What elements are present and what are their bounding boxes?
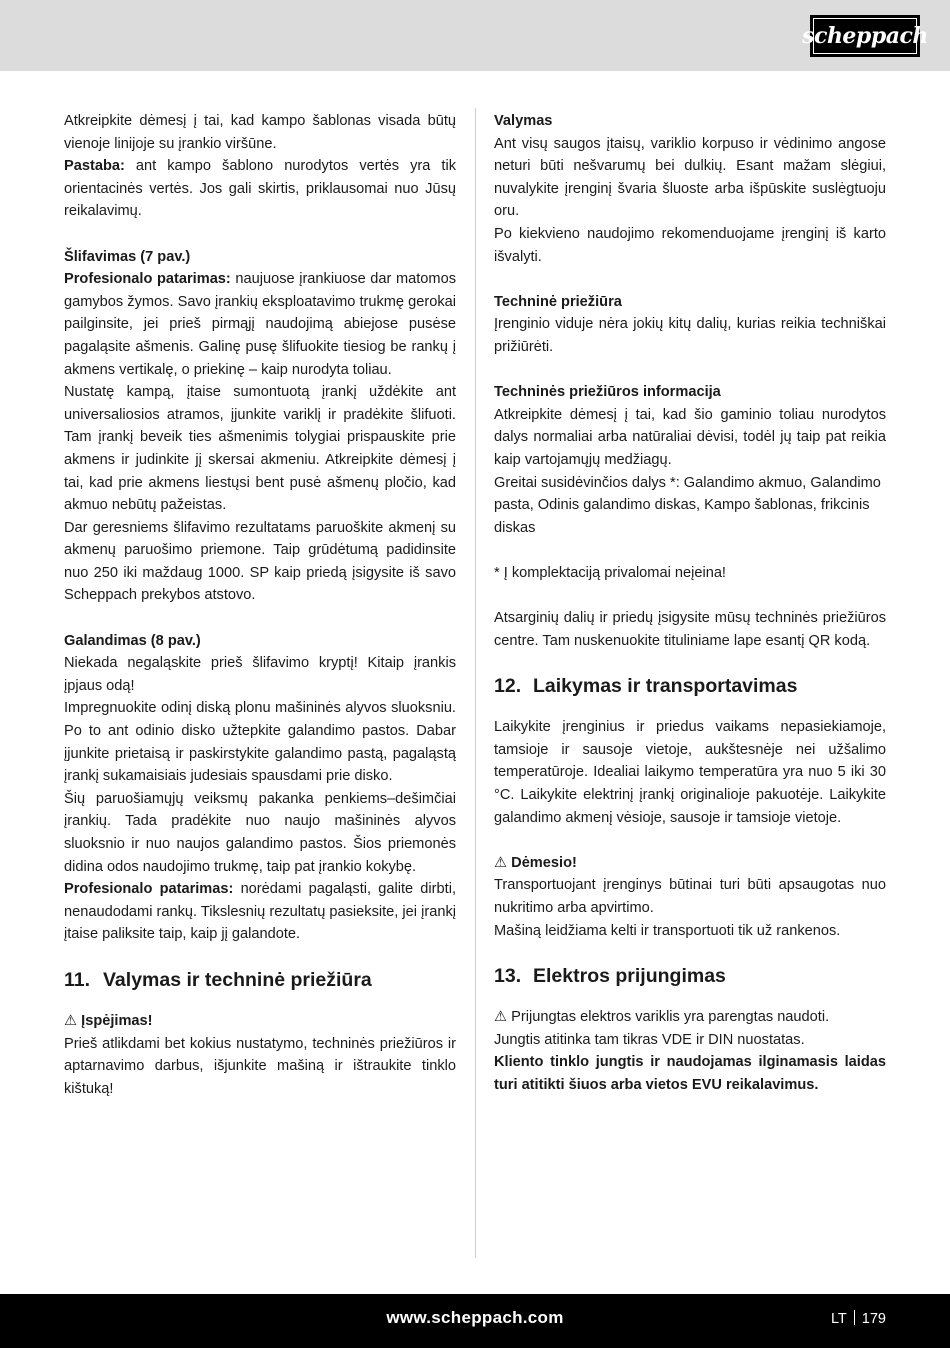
- paragraph: [494, 1006, 886, 1029]
- left-column: [64, 110, 456, 1100]
- paragraph: Niekada negaląskite prieš šlifavimo kryptį! Kitaip įrankis įpjaus odą!: [64, 655, 456, 694]
- section-title: Laikymas ir transportavimas: [533, 675, 798, 698]
- column-divider: [475, 108, 476, 1258]
- electric-text: Prijungtas elektros variklis yra parengtas naudoti.: [507, 1009, 830, 1026]
- paragraph: Impregnuokite odinį diską plonu mašininės alyvos sluoksniu. Po to ant odinio disko užtepkite galandimo pastos. Dabar įjunkite prietaisą ir paskirstykite galandimo pastą, pagaląstą įrankį sukamaisiais judesiais spausdami prie disko.: [64, 700, 456, 785]
- separator: [854, 1310, 855, 1325]
- cleaning-heading: Valymas: [494, 113, 553, 129]
- section-13-heading: [494, 962, 886, 990]
- section-number: 13.: [494, 965, 522, 988]
- section-number: 11.: [64, 968, 91, 991]
- paragraph: [64, 155, 456, 223]
- paragraph: Įrenginio viduje nėra jokių kitų dalių, kurias reikia techniškai prižiūrėti.: [494, 316, 886, 355]
- warning-icon: ⚠: [494, 854, 508, 871]
- footer-bar: [0, 1294, 950, 1348]
- paragraph: Greitai susidėvinčios dalys *: Galandimo akmuo, Galandimo pasta, Odinis galandimo diskas, Kampo šablonas, frikcinis diskas: [494, 474, 881, 536]
- maintenance-heading: Techninė priežiūra: [494, 293, 622, 310]
- warning-label: Įspėjimas!: [77, 1012, 153, 1029]
- paragraph: [64, 268, 456, 381]
- section-12-heading: [494, 672, 886, 700]
- website-link[interactable]: www.scheppach.com: [386, 1308, 564, 1327]
- paragraph: Mašiną leidžiama kelti ir transportuoti tik už rankenos.: [494, 922, 841, 939]
- paragraph: Atkreipkite dėmesį į tai, kad kampo šablonas visada būtų vienoje linijoje su įrankio viršūne.: [64, 113, 456, 152]
- paragraph: Atkreipkite dėmesį į tai, kad šio gaminio toliau nurodytos dalys normaliai arba natūraliai dėvisi, todėl jų taip pat reikia kaip vartojamųjų medžiagų.: [494, 406, 886, 468]
- attention-heading: [494, 852, 886, 875]
- warning-icon: ⚠: [494, 1009, 508, 1026]
- page-num: 179: [861, 1311, 886, 1327]
- paragraph: Dar geresniems šlifavimo rezultatams paruoškite akmenį su akmenų paruošimo priemone. Taip grūdėtumą padidinsite nuo 250 iki maždaug 1000. SP kaip priedą įsigysite iš savo Scheppach prekybos atstovo.: [64, 519, 456, 604]
- tip-text: naujuose įrankiuose dar matomos gamybos žymos. Savo įrankių eksploatavimo trukmę gerokai pailginsite, jei prieš pirmąjį naudojimą abiejose pusėse pagaląsite ašmenis. Galinę pusę šlifuokite tiesiog be rankų į akmens vertikalę, o priekinę – kaip nurodyta toliau.: [64, 271, 456, 378]
- page-number: [831, 1310, 886, 1327]
- grinding-heading: Šlifavimas (7 pav.): [64, 248, 191, 265]
- paragraph: Transportuojant įrenginys būtinai turi būti apsaugotas nuo nukritimo arba apvirtimo.: [494, 877, 886, 916]
- paragraph: Jungtis atitinka tam tikras VDE ir DIN nuostatas.: [494, 1031, 805, 1048]
- attention-label: Dėmesio!: [507, 854, 577, 871]
- tip-text: norėdami pagaląsti, galite dirbti, nenaudodami rankų. Tikslesnių rezultatų pasieksite, jei įrankį įtaise paliksite taip, kaip jį galandote.: [64, 881, 456, 943]
- paragraph: Nustatę kampą, įtaise sumontuotą įrankį uždėkite ant universaliosios atramos, įjunkite variklį ir pradėkite šlifuoti. Tam įrankį beveik ties ašmenimis tolygiai prispauskite prie akmens ir judinkite jį skersai akmeniu. Atkreipkite dėmesį į tai, kad prie akmens liestųsi bent pusė ašmenų pločio, kad akmuo nebūtų pažeistas.: [64, 384, 456, 514]
- note-text: ant kampo šablono nurodytos vertės yra tik orientacinės vertės. Jos gali skirtis, priklausomai nuo Jūsų reikalavimų.: [64, 158, 456, 220]
- section-number: 12.: [494, 675, 522, 698]
- warning-heading: [64, 1010, 456, 1033]
- tip-label: Profesionalo patarimas:: [64, 271, 231, 288]
- paragraph: [64, 878, 456, 946]
- right-column: [494, 110, 886, 1097]
- language-code: LT: [830, 1311, 847, 1327]
- paragraph: Ant visų saugos įtaisų, variklio korpuso ir vėdinimo angose neturi būti nešvarumų bei dulkių. Esant mažam slėgiui, nuvalykite įrenginį švaria šluoste arba išpūskite suslėgtuoju oru.: [494, 135, 886, 220]
- section-11-heading: [64, 966, 456, 994]
- maintenance-info-heading: Techninės priežiūros informacija: [494, 384, 721, 401]
- tip-label: Profesionalo patarimas:: [64, 881, 234, 898]
- scheppach-logo: scheppach: [810, 15, 920, 57]
- paragraph: Prieš atlikdami bet kokius nustatymo, techninės priežiūros ir aptarnavimo darbus, išjunkite mašiną ir ištraukite tinklo kištuką!: [64, 1035, 456, 1097]
- note-label: Pastaba:: [64, 158, 125, 175]
- paragraph: Šių paruošiamųjų veiksmų pakanka penkiems–dešimčiai įrankių. Tada pradėkite nuo naujo mašininės alyvos sluoksnio ir nuo naujos galandimo pastos. Šios priemonės didina odos naudojimo trukmę, taip pat įrankio kokybę.: [64, 790, 456, 875]
- paragraph: Po kiekvieno naudojimo rekomenduojame įrenginį iš karto išvalyti.: [494, 225, 886, 265]
- warning-icon: ⚠: [64, 1012, 78, 1029]
- paragraph: Atsarginių dalių ir priedų įsigysite mūsų techninės priežiūros centre. Tam nuskenuokite tituliniame lape esantį QR kodą.: [494, 610, 886, 649]
- honing-heading: Galandimas (8 pav.): [64, 632, 201, 649]
- paragraph: Laikykite įrenginius ir priedus vaikams nepasiekiamoje, tamsioje ir sausoje vietoje, aukštesnėje nei užšalimo temperatūroje. Idealiai laikymo temperatūra yra nuo 5 iki 30 °C. Laikykite elektrinį įrankį originalioje pakuotėje. Laikykite galandimo akmenį vėsioje, sausoje ir tamsioje vietoje.: [494, 719, 886, 826]
- section-title: Elektros prijungimas: [533, 965, 726, 988]
- section-title: Valymas ir techninė priežiūra: [103, 968, 372, 991]
- header-bar: [0, 0, 950, 71]
- paragraph: Kliento tinklo jungtis ir naudojamas ilginamasis laidas turi atitikti šiuos arba vietos EVU reikalavimus.: [494, 1054, 886, 1093]
- footnote: * Į komplektaciją privalomai neįeina!: [494, 564, 726, 581]
